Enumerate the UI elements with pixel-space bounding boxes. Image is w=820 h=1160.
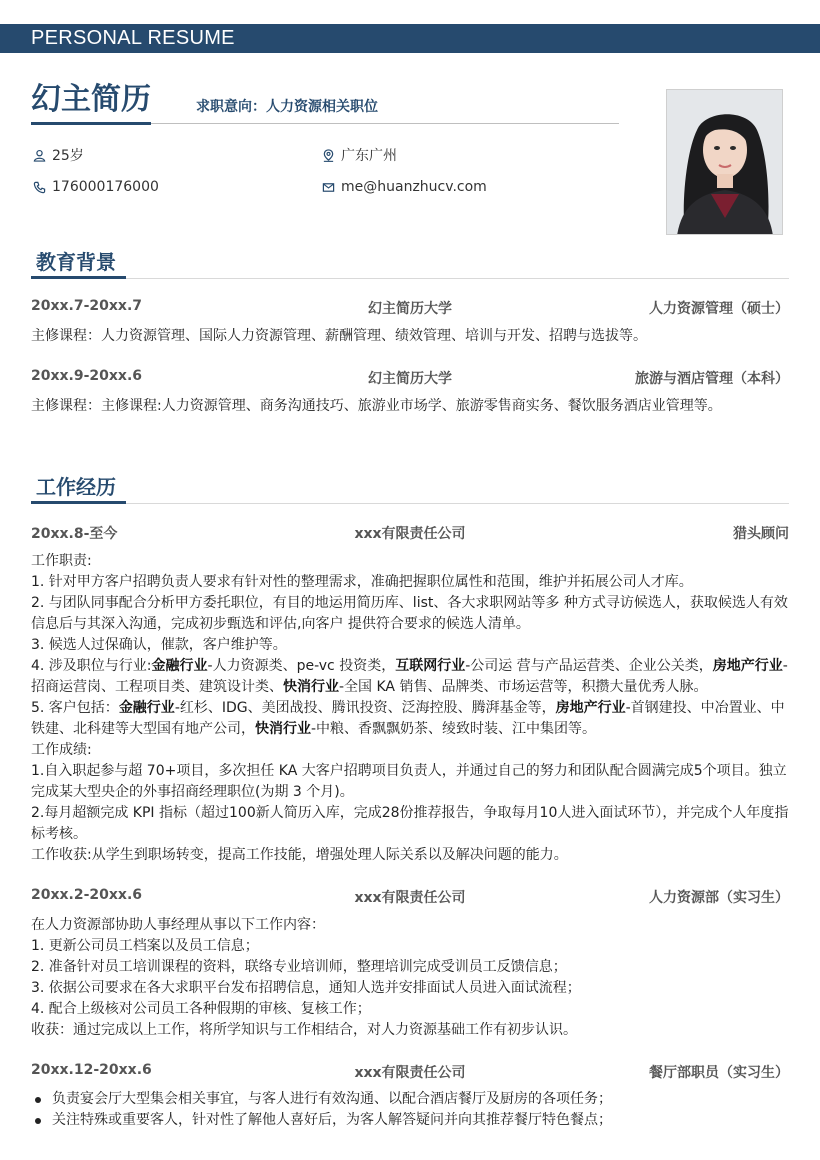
job-company: xxx有限责任公司: [354, 526, 466, 542]
location-value: 广东广州: [341, 148, 397, 164]
job-date: 20xx.8-至今: [31, 526, 118, 542]
job-row: [31, 887, 789, 907]
job-gain: 工作收获:从学生到职场转变，提高工作技能，增强处理人际关系以及解决问题的能力。: [31, 847, 568, 863]
education-title: 教育背景: [36, 250, 116, 274]
job-details: [31, 915, 791, 1041]
education-row: [31, 368, 789, 388]
job-intro: 在人力资源部协助人事经理从事以下工作内容：: [31, 917, 325, 933]
duty-item: 1. 针对甲方客户招聘负责人要求有针对性的整理需求，准确把握职位属性和范围，维护并拓展公司人才库。: [31, 574, 693, 590]
phone-icon: [33, 181, 46, 194]
job-company: xxx有限责任公司: [354, 890, 466, 906]
duty-item: 4. 涉及职位与行业:金融行业-人力资源类、pe-vc 投资类，互联网行业-公司运 营与产品运营类、企业公关类，房地产行业-招商运营岗、工程项目类、建筑设计类、快消行业-全国 KA 销售、品牌类、市场运营等，积攒大量优秀人脉。: [31, 658, 788, 695]
job-row: [31, 523, 789, 543]
job-gain: 收获：通过完成以上工作，将所学知识与工作相结合，对人力资源基础工作有初步认识。: [31, 1022, 577, 1038]
education-major: 旅游与酒店管理（本科）: [635, 371, 789, 387]
age-value: 25岁: [52, 148, 84, 164]
job-company: xxx有限责任公司: [354, 1065, 466, 1081]
user-icon: [33, 149, 46, 162]
bullet-item: 负责宴会厅大型集会相关事宜，与客人进行有效沟通、以配合酒店餐厅及厨房的各项任务；: [31, 1089, 791, 1110]
education-school: 幻主简历大学: [368, 301, 452, 317]
duty-item: 3. 候选人过保确认，催款，客户维护等。: [31, 637, 287, 653]
education-date: 20xx.9-20xx.6: [31, 368, 143, 384]
info-phone: [33, 179, 159, 195]
task-item: 1. 更新公司员工档案以及员工信息；: [31, 938, 259, 954]
education-row: [31, 298, 789, 318]
education-title-bar: [31, 276, 126, 279]
resume-name: 幻主简历: [31, 82, 151, 117]
job-row: [31, 1062, 789, 1082]
name-underline: [31, 122, 151, 125]
email-value: me@huanzhucv.com: [341, 179, 487, 195]
banner-text: PERSONAL RESUME: [31, 27, 235, 49]
job-role: 猎头顾问: [733, 526, 789, 542]
job-date: 20xx.12-20xx.6: [31, 1062, 152, 1078]
mail-icon: [322, 181, 335, 194]
bullet-item: 关注特殊或重要客人，针对性了解他人喜好后，为客人解答疑问并向其推荐餐厅特色餐点；: [31, 1110, 791, 1131]
education-major: 人力资源管理（硕士）: [649, 301, 789, 317]
info-location: [322, 145, 397, 165]
achievement-item: 2.每月超额完成 KPI 指标（超过100新人简历入库，完成28份推荐报告，争取每月10人进入面试环节），并完成个人年度指标考核。: [31, 805, 789, 842]
top-banner: [0, 24, 820, 53]
duties-label: 工作职责:: [31, 553, 92, 569]
phone-value: 176000176000: [52, 179, 159, 195]
work-title-bar: [31, 501, 126, 504]
achievement-item: 1.自入职起参与超 70+项目，多次担任 KA 大客户招聘项目负责人，并通过自己的努力和团队配合圆满完成5个项目。独立完成某大型央企的外事招商经理职位(为期 3 个月)。: [31, 763, 787, 800]
duty-item: 5. 客户包括：金融行业-红杉、IDG、美团战投、腾讯投资、泛海控股、腾湃基金等，房地产行业-首钢建投、中冶置业、中铁建、北科建等大型国有地产公司，快消行业-中粮、香飘飘奶茶、绫致时装、江中集团等。: [31, 700, 785, 737]
job-details: [31, 551, 791, 866]
job-intention: 求职意向：人力资源相关职位: [196, 99, 378, 115]
location-pin-icon: [322, 149, 335, 162]
task-item: 3. 依据公司要求在各大求职平台发布招聘信息，通知人选并安排面试人员进入面试流程；: [31, 980, 581, 996]
info-email: [322, 179, 487, 195]
achievements-label: 工作成绩:: [31, 742, 92, 758]
work-title: 工作经历: [36, 475, 116, 499]
education-desc: 主修课程：人力资源管理、国际人力资源管理、薪酬管理、绩效管理、培训与开发、招聘与选拔等。: [31, 328, 647, 344]
task-item: 4. 配合上级核对公司员工各种假期的审核、复核工作；: [31, 1001, 371, 1017]
education-desc: 主修课程：主修课程:人力资源管理、商务沟通技巧、旅游业市场学、旅游零售商实务、餐饮服务酒店业管理等。: [31, 398, 722, 414]
job-date: 20xx.2-20xx.6: [31, 887, 143, 903]
duty-item: 2. 与团队同事配合分析甲方委托职位，有目的地运用简历库、list、各大求职网站等多 种方式寻访候选人，获取候选人有效信息后与其深入沟通，完成初步甄选和评估,向客户 提供符合要求的候选人清单。: [31, 595, 788, 632]
education-date: 20xx.7-20xx.7: [31, 298, 143, 314]
task-item: 2. 准备针对员工培训课程的资料，联络专业培训师，整理培训完成受训员工反馈信息；: [31, 959, 567, 975]
education-school: 幻主简历大学: [368, 371, 452, 387]
info-age: [33, 145, 84, 165]
job-role: 餐厅部职员（实习生）: [649, 1065, 789, 1081]
job-role: 人力资源部（实习生）: [649, 890, 789, 906]
work-divider: [126, 503, 789, 504]
education-divider: [126, 278, 789, 279]
profile-photo: [666, 89, 783, 235]
job-bullet-list: [31, 1089, 791, 1131]
header-divider: [151, 123, 619, 124]
